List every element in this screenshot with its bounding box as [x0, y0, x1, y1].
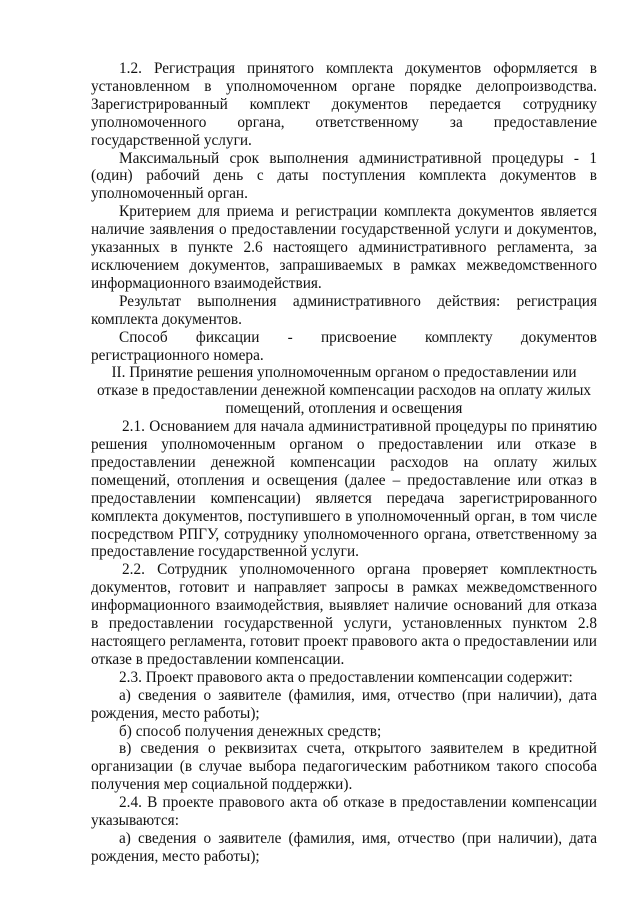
paragraph-2-3: 2.3. Проект правового акта о предоставлении компенсации содержит:: [119, 668, 573, 686]
paragraph-fixation: Способ фиксации - присвоение комплекту документов регистрационного номера.: [91, 328, 597, 364]
paragraph-criterion: Критерием для приема и регистрации комплекта документов является наличие заявления о предоставлении государственной услуги и документов, указанных в пункте 2.6 настоящего административного регламента, за исключением документов, запрашиваемых в рамках межведомственного информационного взаимодействия.: [91, 203, 597, 292]
section-heading: II. Принятие решения уполномоченным органом о предоставлении или отказе в предоставлении денежной компенсации расходов на оплату жилых помещений, отопления и освещения: [96, 364, 591, 418]
list-item-2-3-b: б) способ получения денежных средств;: [119, 722, 382, 740]
list-item-2-3-v: в) сведения о реквизитах счета, открытого заявителем в кредитной организации (в случае выбора педагогическим работником такого способа получения мер социальной поддержки).: [91, 740, 597, 794]
list-item-2-3-a: а) сведения о заявителе (фамилия, имя, отчество (при наличии), дата рождения, место работы);: [91, 686, 597, 722]
paragraph-result: Результат выполнения административного действия: регистрация комплекта документов.: [91, 292, 597, 328]
paragraph-max-term: Максимальный срок выполнения административной процедуры - 1 (один) рабочий день с даты поступления комплекта документов в уполномоченный орган.: [91, 149, 597, 203]
paragraph-2-2: 2.2. Сотрудник уполномоченного органа проверяет комплектность документов, готовит и направляет запросы в рамках межведомственного информационного взаимодействия, выявляет наличие оснований для отказа в предоставлении государственной услуги, установленных пунктом 2.8 настоящего регламента, готовит проект правового акта о предоставлении или отказе в предоставлении компенсации.: [91, 561, 597, 668]
paragraph-1-2-registration: 1.2. Регистрация принятого комплекта документов оформляется в установленном в уполномоченном органе порядке делопроизводства. Зарегистрированный комплект документов передается сотруднику уполномоченного органа, ответственному за предоставление государственной услуги.: [91, 60, 597, 149]
document-page: [91, 60, 597, 866]
list-item-2-4-a: а) сведения о заявителе (фамилия, имя, отчество (при наличии), дата рождения, место работы);: [91, 829, 597, 865]
paragraph-2-4: 2.4. В проекте правового акта об отказе в предоставлении компенсации указываются:: [91, 794, 597, 830]
paragraph-2-1: 2.1. Основанием для начала административной процедуры по принятию решения уполномоченным органом о предоставлении или отказе в предоставлении денежной компенсации расходов на оплату жилых помещений, отопления и освещения (далее – предоставление или отказ в предоставлении компенсации) является передача зарегистрированного комплекта документов, поступившего в уполномоченный орган, в том числе посредством РПГУ, сотруднику уполномоченного органа, ответственному за предоставление государственной услуги.: [91, 418, 597, 561]
